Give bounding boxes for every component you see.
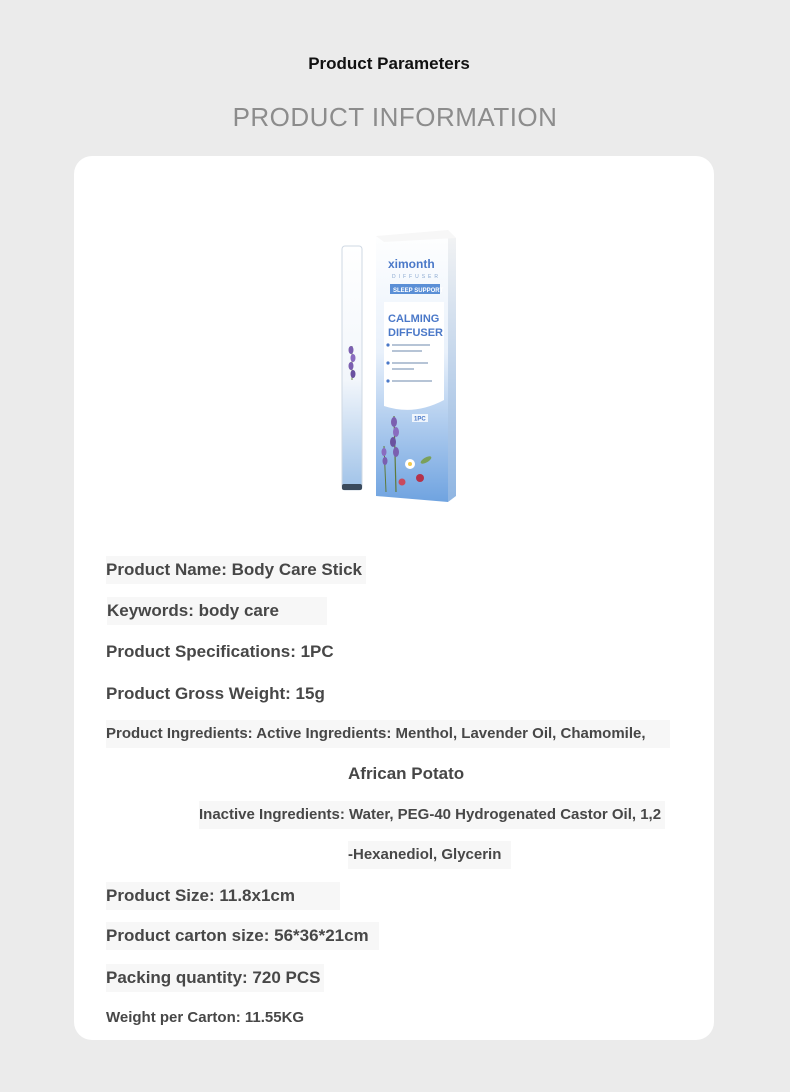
product-keywords: Keywords: body care: [107, 597, 327, 625]
svg-text:ximonth: ximonth: [388, 257, 435, 271]
svg-text:CALMING: CALMING: [388, 313, 440, 325]
product-ingredients-line-3: Inactive Ingredients: Water, PEG-40 Hydrogenated Castor Oil, 1,2: [199, 801, 665, 829]
svg-text:DIFFUSER: DIFFUSER: [392, 274, 441, 280]
product-gross-weight: Product Gross Weight: 15g: [106, 684, 325, 703]
svg-text:DIFFUSER: DIFFUSER: [388, 327, 443, 339]
product-carton-size: Product carton size: 56*36*21cm: [106, 922, 379, 950]
page-subtitle: PRODUCT INFORMATION: [232, 102, 558, 132]
product-ingredients-line-4: -Hexanediol, Glycerin: [348, 841, 511, 869]
svg-text:SLEEP SUPPORT: SLEEP SUPPORT: [393, 288, 444, 294]
svg-text:1PC: 1PC: [414, 416, 426, 423]
product-specifications: Product Specifications: 1PC: [106, 642, 334, 661]
packing-quantity: Packing quantity: 720 PCS: [106, 964, 324, 992]
product-name: Product Name: Body Care Stick: [106, 556, 366, 584]
product-ingredients-line-1: Product Ingredients: Active Ingredients: Menthol, Lavender Oil, Chamomile,: [106, 720, 670, 748]
product-size: Product Size: 11.8x1cm: [106, 882, 340, 910]
carton-weight: Weight per Carton: 11.55KG: [106, 1009, 305, 1026]
product-ingredients-line-2: African Potato: [348, 764, 465, 783]
product-card: [74, 156, 714, 1040]
product-image: [336, 220, 460, 502]
page-title: Product Parameters: [308, 54, 470, 73]
